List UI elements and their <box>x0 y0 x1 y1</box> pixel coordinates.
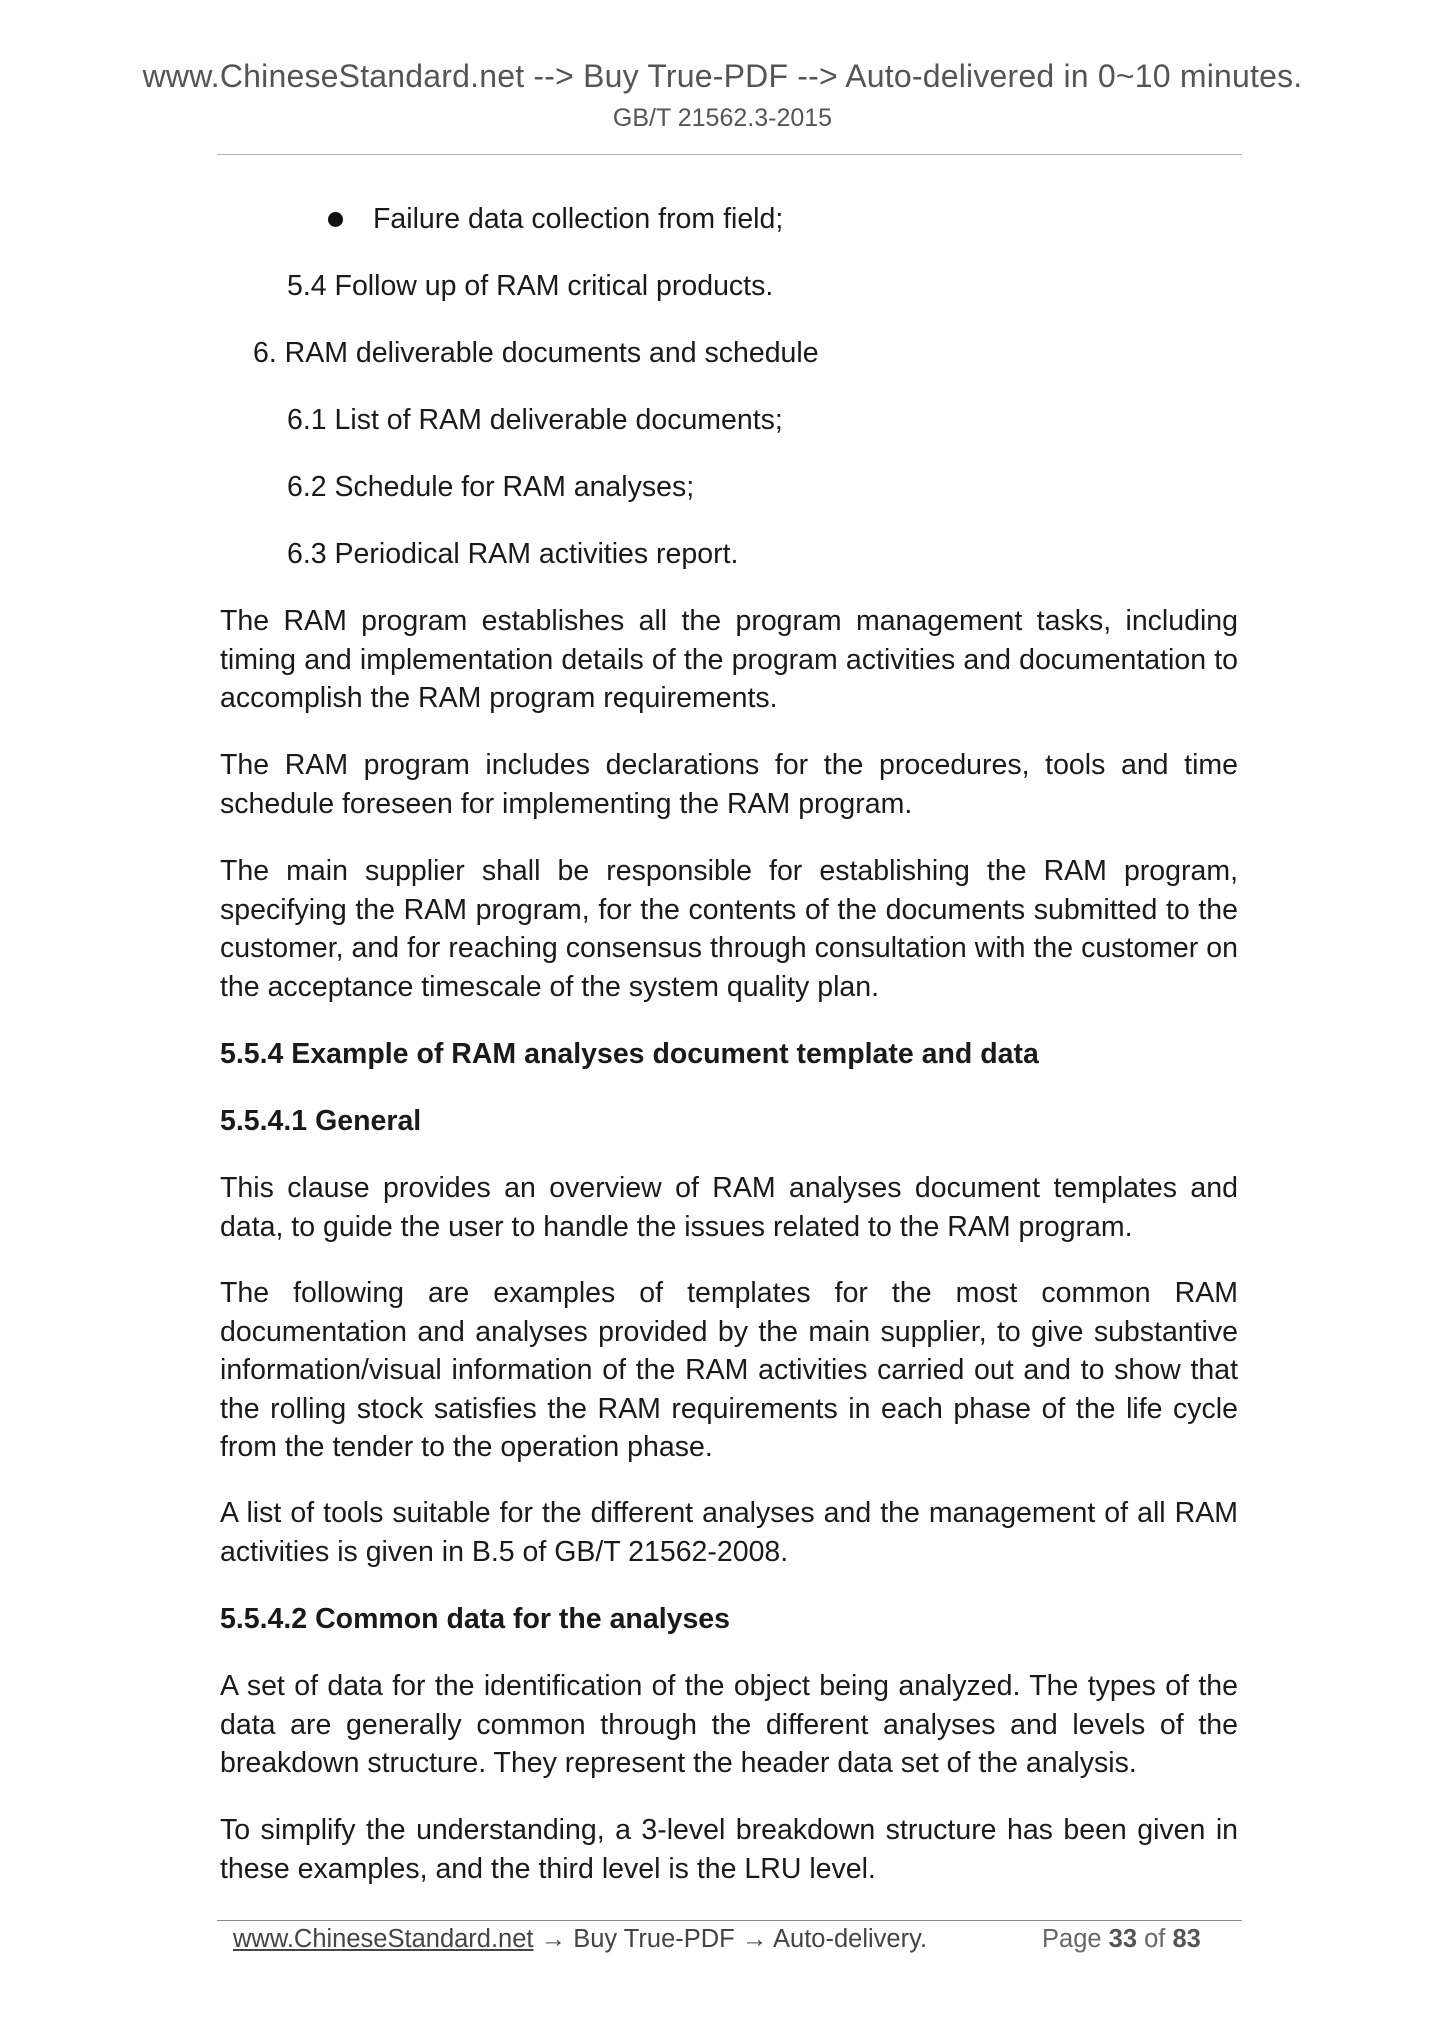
footer-site-link[interactable]: www.ChineseStandard.net <box>233 1925 534 1953</box>
page-current: 33 <box>1108 1925 1138 1953</box>
paragraph-breakdown-structure: To simplify the understanding, a 3-level breakdown structure has been given in these examples, and the third level is the LRU level. <box>220 1814 1238 1885</box>
list-item-6: 6. RAM deliverable documents and schedule <box>253 337 819 369</box>
document-code: GB/T 21562.3-2015 <box>612 104 833 132</box>
list-item-5-4: 5.4 Follow up of RAM critical products. <box>287 270 774 302</box>
paragraph-main-supplier: The main supplier shall be responsible for establishing the RAM program, specifying the RAM program, for the contents of the documents submitted to the customer, and for reaching consensus through consultation with the customer on the acceptance timescale of the system quality plan. <box>220 855 1238 1003</box>
of-label: of <box>1144 1925 1166 1953</box>
page-total: 83 <box>1172 1925 1201 1953</box>
footer-links <box>233 1925 927 1954</box>
header-banner: www.ChineseStandard.net --> Buy True-PDF --> Auto-delivered in 0~10 minutes. <box>142 58 1303 94</box>
section-heading-5-5-4: 5.5.4 Example of RAM analyses document template and data <box>220 1038 1039 1070</box>
section-heading-5-5-4-1: 5.5.4.1 General <box>220 1105 422 1137</box>
footer-delivery-text: Auto-delivery. <box>773 1925 928 1953</box>
paragraph-clause-overview: This clause provides an overview of RAM analyses document templates and data, to guide the user to handle the issues related to the RAM program. <box>220 1172 1238 1243</box>
arrow-icon: → <box>741 1925 768 1953</box>
paragraph-template-examples: The following are examples of templates for the most common RAM documentation and analyses provided by the main supplier, to give substantive information/visual information of the RAM activities carried out and to show that the rolling stock satisfies the RAM requirements in each phase of the life cycle from the tender to the operation phase. <box>220 1277 1238 1463</box>
bullet-icon <box>328 212 343 227</box>
paragraph-tools-list: A list of tools suitable for the different analyses and the management of all RAM activities is given in B.5 of GB/T 21562-2008. <box>220 1497 1238 1568</box>
bullet-item: Failure data collection from field; <box>373 203 784 235</box>
page-indicator <box>1042 1925 1201 1954</box>
footer-divider <box>217 1920 1242 1921</box>
list-item-6-3: 6.3 Periodical RAM activities report. <box>287 538 739 570</box>
list-item-6-1: 6.1 List of RAM deliverable documents; <box>287 404 783 436</box>
paragraph-common-data: A set of data for the identification of the object being analyzed. The types of the data are generally common through the different analyses and levels of the breakdown structure. They represent the header data set of the analysis. <box>220 1670 1238 1779</box>
footer-buy-text: Buy True-PDF <box>573 1925 735 1953</box>
section-heading-5-5-4-2: 5.5.4.2 Common data for the analyses <box>220 1603 731 1635</box>
header-divider <box>217 154 1242 155</box>
arrow-icon: → <box>540 1925 567 1953</box>
paragraph-ram-program-tasks: The RAM program establishes all the program management tasks, including timing and implementation details of the program activities and documentation to accomplish the RAM program requirements. <box>220 605 1238 714</box>
paragraph-ram-program-declarations: The RAM program includes declarations for the procedures, tools and time schedule foreseen for implementing the RAM program. <box>220 749 1238 820</box>
list-item-6-2: 6.2 Schedule for RAM analyses; <box>287 471 695 503</box>
page-label: Page <box>1042 1925 1102 1953</box>
